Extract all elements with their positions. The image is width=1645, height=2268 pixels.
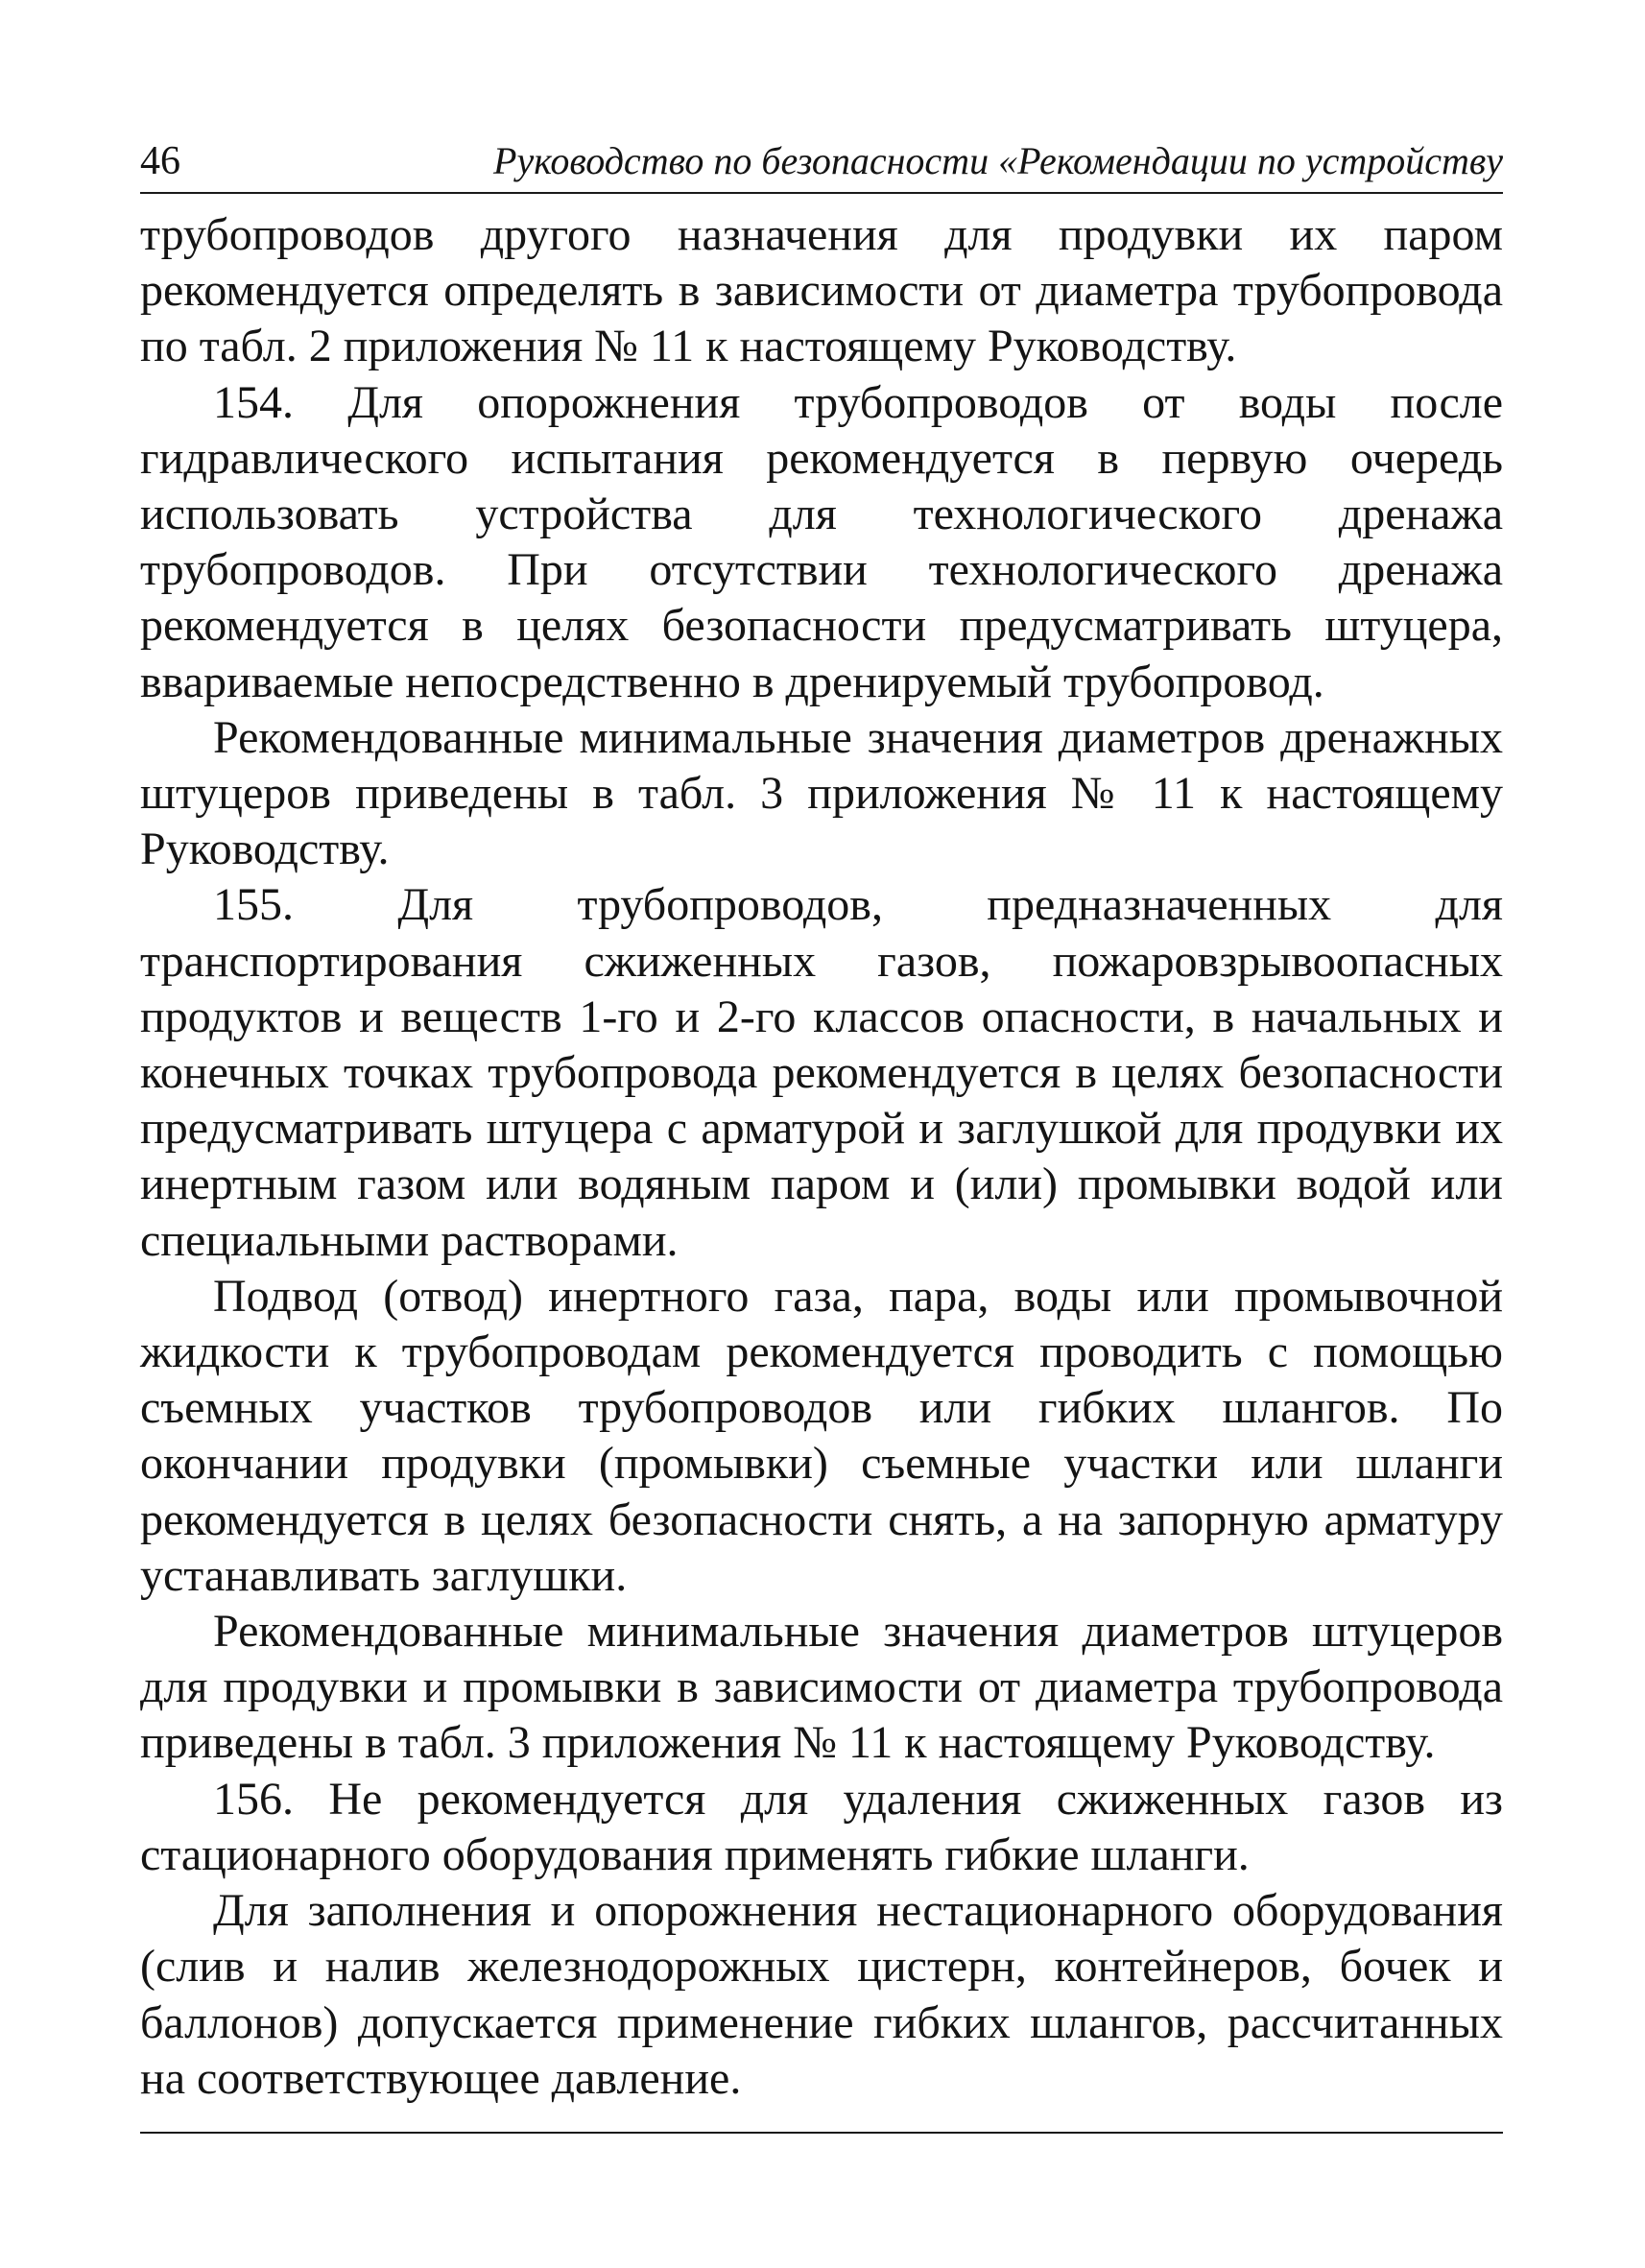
paragraph-155: 155. Для трубопроводов, предназначенных для транспортирования сжиженных газов, пожаровзрывоопасных продуктов и веществ 1-го и 2-го классов опасности, в начальных и конечных точках трубопровода рекомендуется в целях безопасности предусматривать штуцера с арматурой и заглушкой для продувки их инертным газом или водяным паром и (или) промывки водой или специальными растворами. [140, 879, 1503, 1266]
running-title: Руководство по безопасности «Рекомендации по устройству [493, 139, 1503, 182]
paragraph-156: 156. Не рекомендуется для удаления сжиженных газов из стационарного оборудования применять гибкие шланги. [140, 1773, 1503, 1880]
bottom-rule [140, 2132, 1503, 2134]
paragraph-drain-fittings: Рекомендованные минимальные значения диаметров дренажных штуцеров приведены в табл. 3 приложения № 11 к настоящему Руководству. [140, 711, 1503, 875]
paragraph-purge-fittings: Рекомендованные минимальные значения диаметров штуцеров для продувки и промывки в зависимости от диаметра трубопровода приведены в табл. 3 приложения № 11 к настоящему Руководству. [140, 1606, 1503, 1769]
paragraph-supply-removal: Подвод (отвод) инертного газа, пара, воды или промывочной жидкости к трубопроводам рекомендуется проводить с помощью съемных участков трубопроводов или гибких шлангов. По окончании продувки (промывки) съемные участки или шланги рекомендуется в целях безопасности снять, а на запорную арматуру устанавливать заглушки. [140, 1270, 1503, 1601]
body-text [140, 207, 1503, 2107]
page-number: 46 [140, 139, 180, 183]
page-header [140, 132, 1503, 194]
paragraph-154: 154. Для опорожнения трубопроводов от воды после гидравлического испытания рекомендуется в первую очередь использовать устройства для технологического дренажа трубопроводов. При отсутствии технологического дренажа рекомендуется в целях безопасности предусматривать штуцера, ввариваемые непосредственно в дренируемый трубопровод. [140, 376, 1503, 707]
paragraph-non-stationary: Для заполнения и опорожнения нестационарного оборудования (слив и налив железнодорожных цистерн, контейнеров, бочек и баллонов) допускается применение гибких шлангов, рассчитанных на соответствующее давление. [140, 1885, 1503, 2104]
paragraph-continuation: трубопроводов другого назначения для продувки их паром рекомендуется определять в зависимости от диаметра трубопровода по табл. 2 приложения № 11 к настоящему Руководству. [140, 209, 1503, 372]
document-page [140, 132, 1503, 2134]
